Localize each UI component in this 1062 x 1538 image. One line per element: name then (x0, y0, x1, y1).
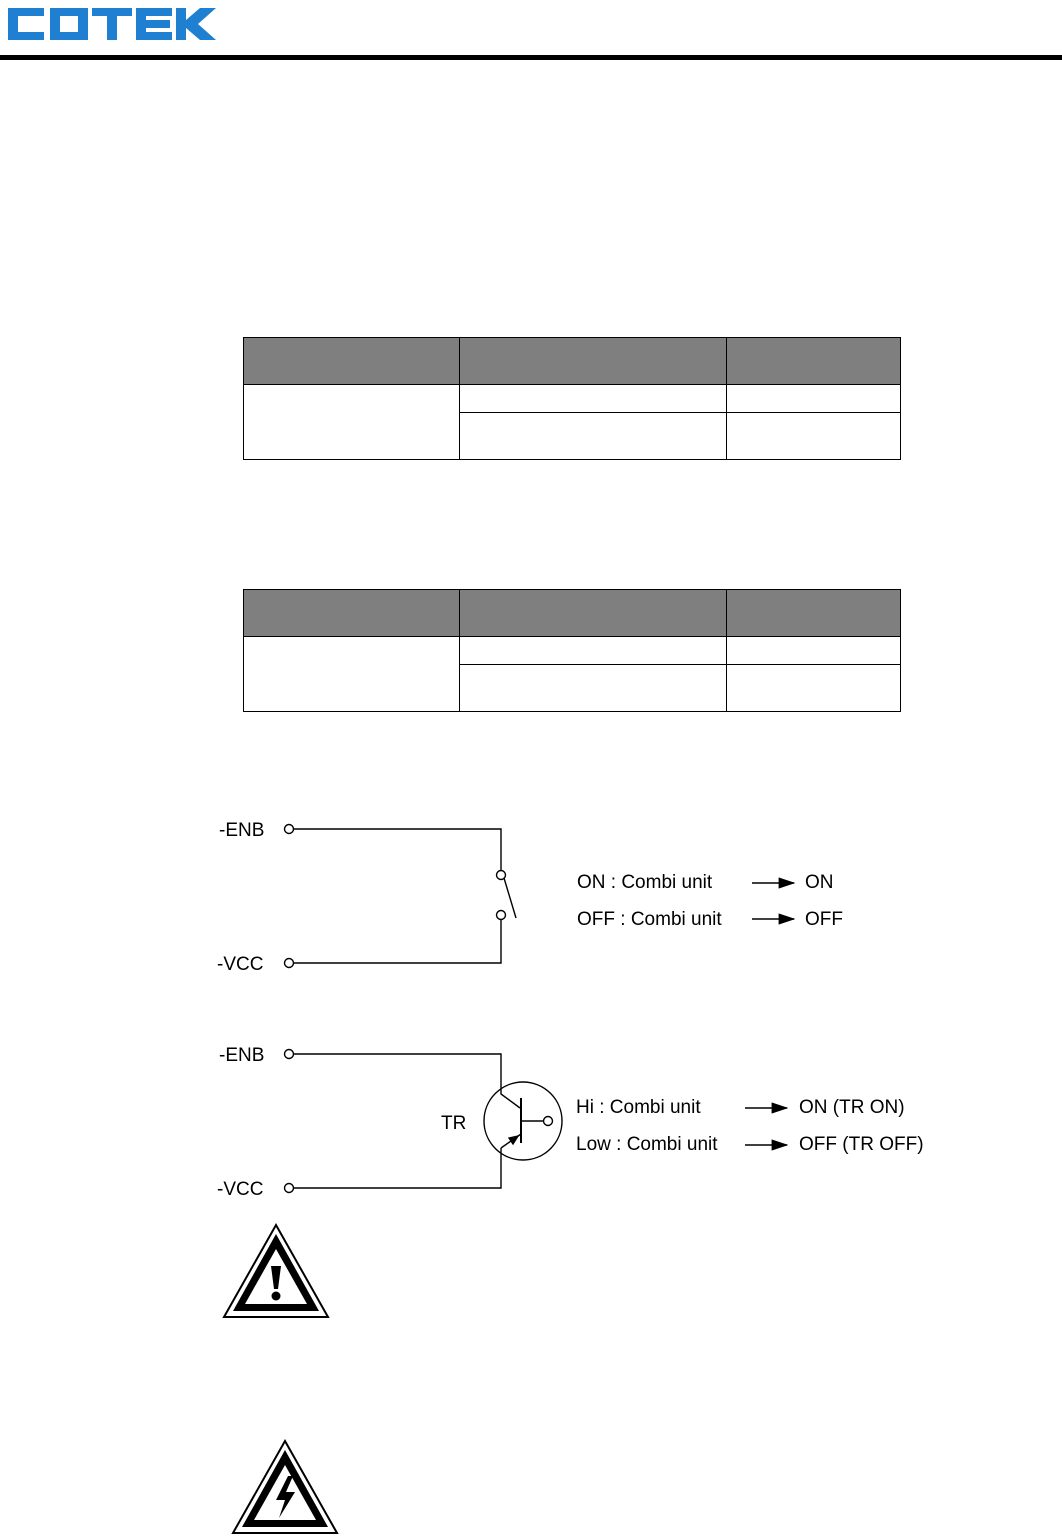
transistor-circuit (285, 1050, 788, 1193)
terminal-enb (285, 1050, 294, 1059)
pin-label-vcc: -VCC (217, 954, 264, 975)
emitter-arrow-icon (509, 1136, 518, 1144)
wire-bottom (294, 920, 501, 963)
wire-collector (294, 1054, 520, 1108)
terminal-vcc (285, 959, 294, 968)
exclamation-warning-icon (221, 1222, 331, 1320)
on-state-text: ON : Combi unit (577, 872, 713, 893)
switch-circuit (285, 825, 795, 968)
switch-lever (504, 878, 516, 918)
base-terminal (544, 1117, 553, 1126)
terminal-vcc (285, 1184, 294, 1193)
wire-top (294, 829, 501, 870)
low-result-text: OFF (TR OFF) (799, 1134, 924, 1155)
off-result-text: OFF (805, 909, 843, 930)
wire-emitter (294, 1148, 501, 1188)
pin-label-vcc: -VCC (217, 1179, 264, 1200)
switch-contact-bottom (497, 911, 506, 920)
hi-state-text: Hi : Combi unit (576, 1097, 701, 1118)
hi-result-text: ON (TR ON) (799, 1097, 905, 1118)
low-state-text: Low : Combi unit (576, 1134, 718, 1155)
electric-shock-warning-icon (230, 1438, 340, 1536)
on-result-text: ON (805, 872, 834, 893)
terminal-enb (285, 825, 294, 834)
pin-label-enb: -ENB (219, 1045, 265, 1066)
off-state-text: OFF : Combi unit (577, 909, 722, 930)
transistor-label: TR (441, 1113, 467, 1134)
pin-label-enb: -ENB (219, 820, 265, 841)
